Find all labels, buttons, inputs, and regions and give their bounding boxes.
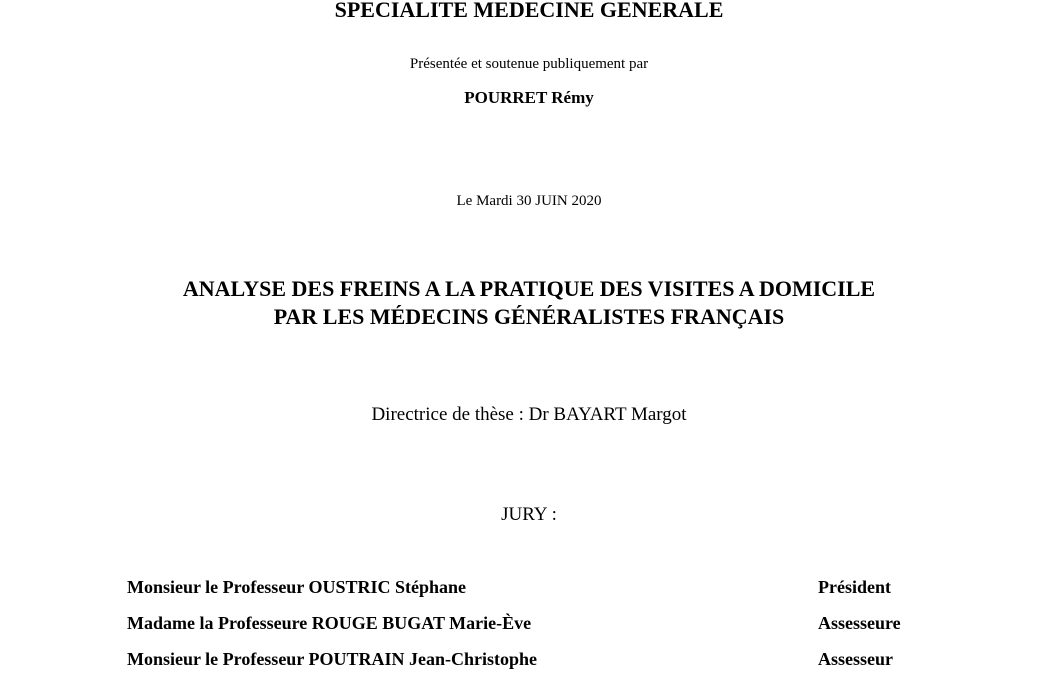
author-name: POURRET Rémy [464, 88, 594, 107]
defense-date: Le Mardi 30 JUIN 2020 [456, 193, 602, 209]
jury-member-name: Monsieur le Professeur POUTRAIN Jean-Christophe [127, 649, 537, 669]
specialite-heading: SPECIALITE MEDECINE GENERALE [334, 0, 724, 22]
thesis-title-line-2: PAR LES MÉDECINS GÉNÉRALISTES FRANÇAIS [273, 304, 785, 329]
jury-member-role: Assesseure [818, 613, 901, 633]
jury-member [127, 576, 947, 612]
jury-label: JURY : [501, 504, 557, 525]
jury-member-name: Madame la Professeure ROUGE BUGAT Marie-Ève [127, 613, 532, 633]
jury-member-role: Président [818, 577, 891, 597]
thesis-title-line-1: ANALYSE DES FREINS A LA PRATIQUE DES VISITES A DOMICILE [182, 276, 876, 301]
jury-member-name: Monsieur le Professeur OUSTRIC Stéphane [127, 577, 467, 597]
jury-member [127, 648, 947, 684]
presentation-line: Présentée et soutenue publiquement par [409, 56, 649, 72]
thesis-title [0, 275, 1058, 331]
jury-member [127, 612, 947, 648]
jury-list [127, 576, 947, 684]
thesis-director: Directrice de thèse : Dr BAYART Margot [371, 404, 687, 425]
jury-member-role: Assesseur [818, 649, 893, 669]
